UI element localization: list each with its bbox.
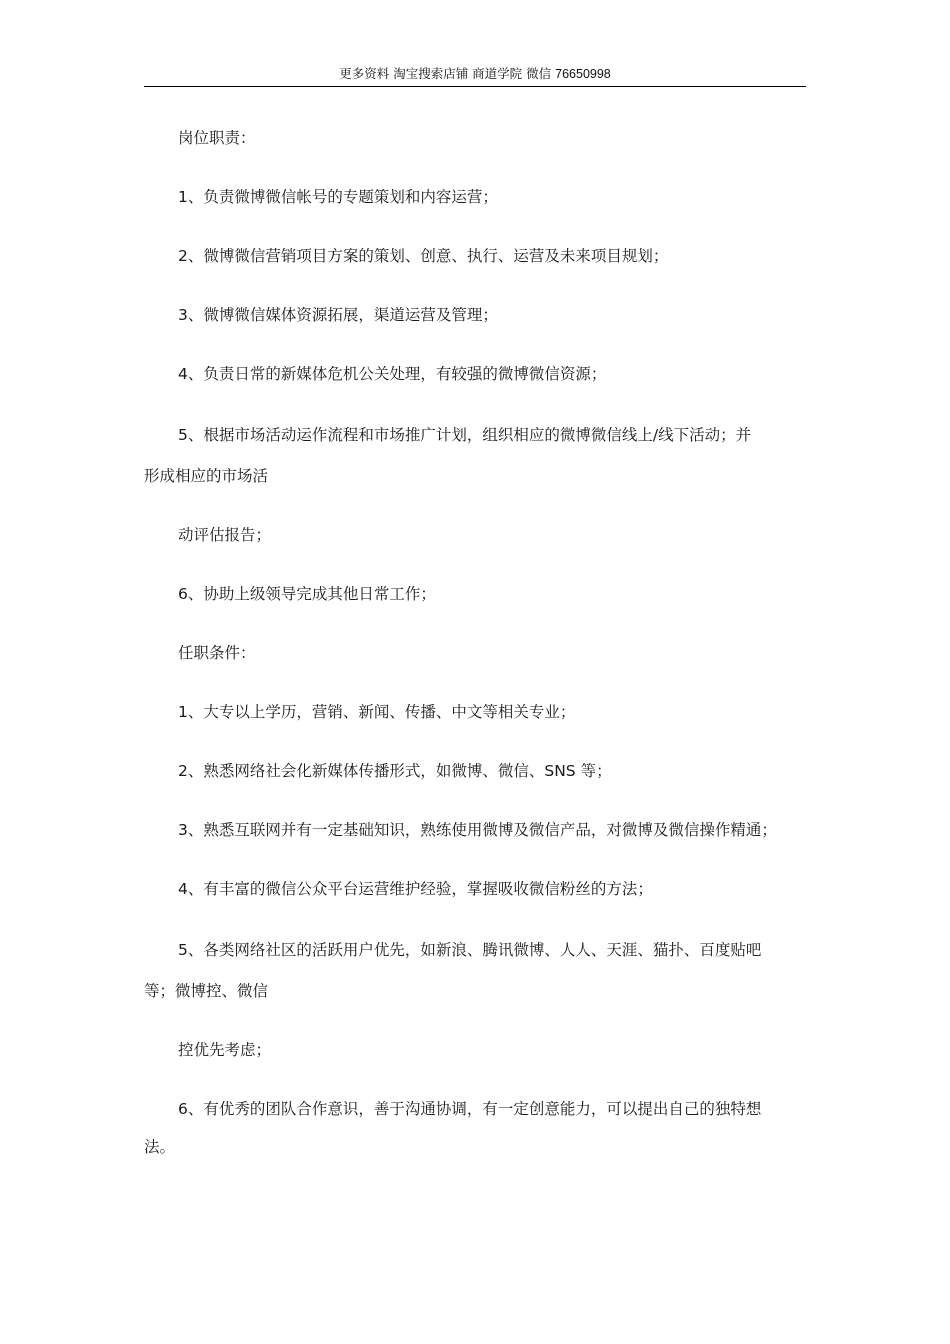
duty-item-5-line-3: 动评估报告； (178, 526, 272, 544)
requirement-item-6-line-2: 法。 (144, 1138, 176, 1156)
requirement-item-1: 1、大专以上学历，营销、新闻、传播、中文等相关专业； (178, 703, 576, 721)
requirement-item-3: 3、熟悉互联网并有一定基础知识，熟练使用微博及微信产品，对微博及微信操作精通； (178, 821, 777, 839)
duty-item-3: 3、微博微信媒体资源拓展，渠道运营及管理； (178, 306, 498, 324)
duty-item-1: 1、负责微博微信帐号的专题策划和内容运营； (178, 188, 498, 206)
header-wechat-number: 76650998 (555, 67, 611, 81)
requirement-item-4: 4、有丰富的微信公众平台运营维护经验，掌握吸收微信粉丝的方法； (178, 880, 653, 898)
duty-item-4: 4、负责日常的新媒体危机公关处理，有较强的微博微信资源； (178, 365, 607, 383)
duty-item-5-line-1: 5、根据市场活动运作流程和市场推广计划，组织相应的微博微信线上/线下活动；并 (178, 426, 752, 444)
requirements-title: 任职条件： (178, 644, 256, 662)
duty-item-2: 2、微博微信营销项目方案的策划、创意、执行、运营及未来项目规划； (178, 247, 669, 265)
requirement-item-5-line-1: 5、各类网络社区的活跃用户优先，如新浪、腾讯微博、人人、天涯、猫扑、百度贴吧 (178, 941, 762, 959)
requirement-item-5-line-2: 等；微博控、微信 (144, 982, 269, 1000)
duty-item-5-line-2: 形成相应的市场活 (144, 467, 269, 485)
duties-title: 岗位职责： (178, 129, 256, 147)
header-text: 更多资料 淘宝搜索店铺 商道学院 微信 (339, 66, 556, 81)
duty-item-6: 6、协助上级领导完成其他日常工作； (178, 585, 436, 603)
page-header (144, 66, 806, 87)
requirement-item-5-line-3: 控优先考虑； (178, 1041, 272, 1059)
requirement-item-2: 2、熟悉网络社会化新媒体传播形式，如微博、微信、SNS 等； (178, 762, 612, 780)
requirement-item-6-line-1: 6、有优秀的团队合作意识，善于沟通协调，有一定创意能力，可以提出自己的独特想 (178, 1100, 762, 1118)
